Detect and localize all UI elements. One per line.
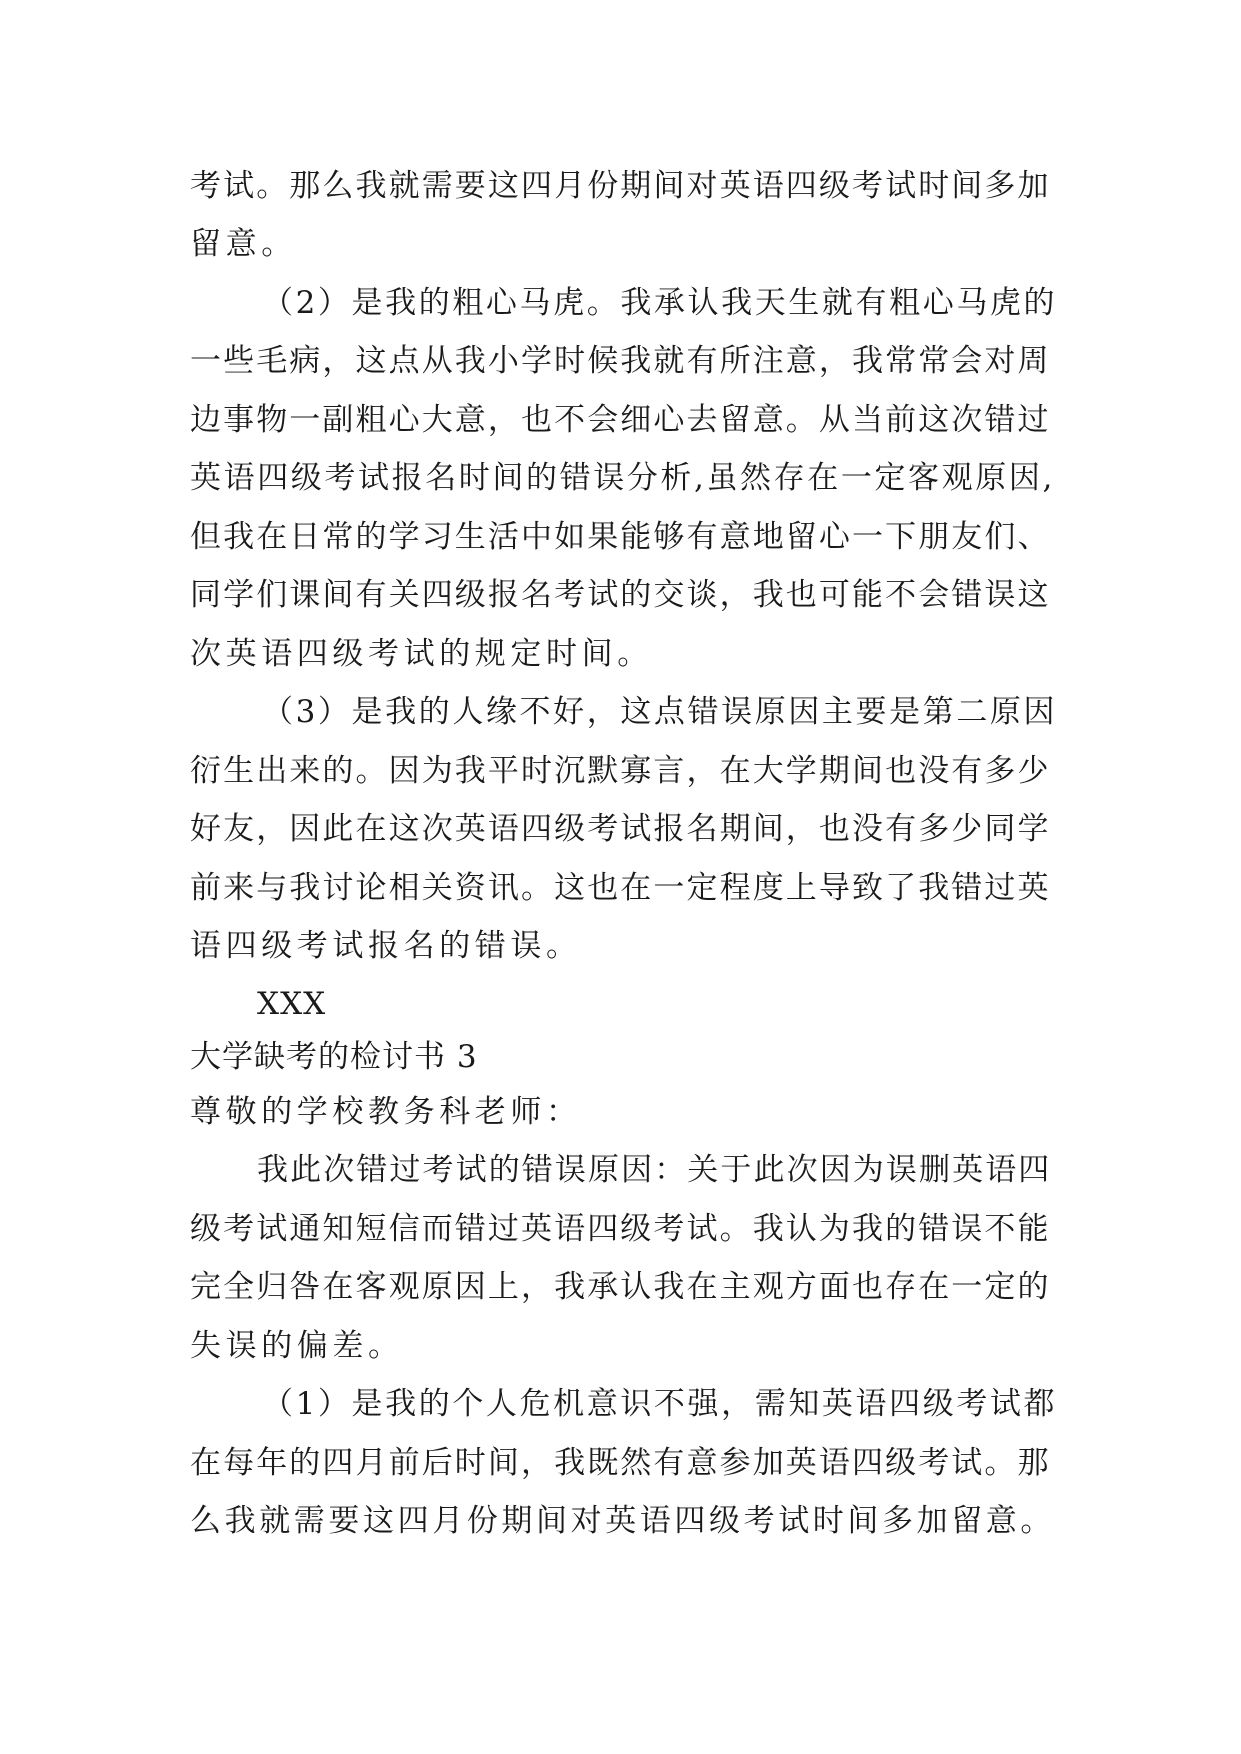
text-line: 失误的偏差。: [190, 1328, 404, 1364]
text-line: 次英语四级考试的规定时间。: [190, 636, 653, 672]
text-line: 但我在日常的学习生活中如果能够有意地留心一下朋友们、: [190, 519, 1051, 555]
text-line: 一些毛病，这点从我小学时候我就有所注意，我常常会对周: [190, 343, 1051, 379]
signature: XXX: [257, 986, 327, 1022]
text-line: 英语四级考试报名时间的错误分析,虽然存在一定客观原因,: [190, 460, 1055, 496]
text-line: 级考试通知短信而错过英语四级考试。我认为我的错误不能: [190, 1211, 1051, 1247]
text-line: 好友，因此在这次英语四级考试报名期间，也没有多少同学: [190, 811, 1051, 847]
salutation: 尊敬的学校教务科老师：: [190, 1094, 582, 1130]
text-line: 语四级考试报名的错误。: [190, 928, 582, 964]
text-line: 前来与我讨论相关资讯。这也在一定程度上导致了我错过英: [190, 870, 1051, 906]
paragraph-start-line: （1）是我的个人危机意识不强，需知英语四级考试都: [262, 1386, 1058, 1422]
text-line: 衍生出来的。因为我平时沉默寡言，在大学期间也没有多少: [190, 753, 1051, 789]
section-title: 大学缺考的检讨书 3: [190, 1039, 478, 1075]
text-line: 么我就需要这四月份期间对英语四级考试时间多加留意。: [190, 1503, 1055, 1539]
text-line: 留意。: [190, 226, 297, 262]
text-line: 在每年的四月前后时间，我既然有意参加英语四级考试。那: [190, 1445, 1051, 1481]
paragraph-start-line: （3）是我的人缘不好，这点错误原因主要是第二原因: [262, 694, 1058, 730]
text-line: 边事物一副粗心大意，也不会细心去留意。从当前这次错过: [190, 402, 1051, 438]
text-line: 完全归咎在客观原因上，我承认我在主观方面也存在一定的: [190, 1269, 1051, 1305]
paragraph-start-line: 我此次错过考试的错误原因：关于此次因为误删英语四: [257, 1152, 1052, 1188]
text-line: 考试。那么我就需要这四月份期间对英语四级考试时间多加: [190, 168, 1051, 204]
text-line: 同学们课间有关四级报名考试的交谈，我也可能不会错误这: [190, 577, 1051, 613]
paragraph-start-line: （2）是我的粗心马虎。我承认我天生就有粗心马虎的: [262, 285, 1058, 321]
